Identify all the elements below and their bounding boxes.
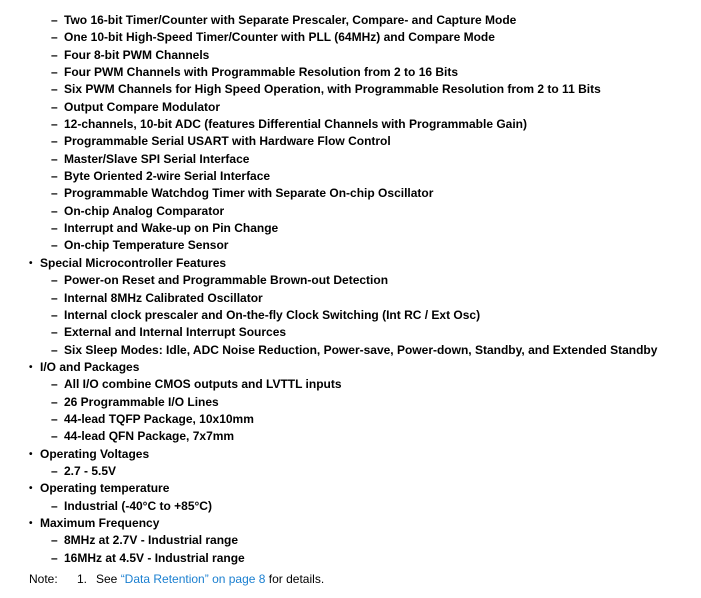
- dash-marker: –: [51, 30, 58, 45]
- dash-marker: –: [51, 429, 58, 444]
- feature-list-item: [0, 532, 701, 549]
- note-label: Note:: [29, 572, 58, 586]
- feature-list-item: [0, 394, 701, 411]
- note-body: [96, 569, 324, 589]
- feature-list-item: [0, 324, 701, 341]
- dash-marker: –: [51, 186, 58, 201]
- item-text: On-chip Analog Comparator: [64, 203, 225, 218]
- feature-list-item: [0, 307, 701, 324]
- feature-list-item: [0, 220, 701, 237]
- dash-marker: –: [51, 82, 58, 97]
- feature-list-item: [0, 342, 701, 359]
- dash-marker: –: [51, 290, 58, 305]
- section-heading-item: [0, 446, 701, 463]
- feature-list-item: [0, 290, 701, 307]
- feature-list-item: [0, 237, 701, 254]
- feature-list-item: [0, 64, 701, 81]
- dash-marker: –: [51, 273, 58, 288]
- dash-marker: –: [51, 151, 58, 166]
- dash-marker: –: [51, 65, 58, 80]
- item-text: Internal clock prescaler and On-the-fly Clock Switching (Int RC / Ext Osc): [64, 307, 481, 322]
- feature-list-item: [0, 151, 701, 168]
- item-text: Programmable Watchdog Timer with Separate On-chip Oscillator: [64, 186, 434, 201]
- bullet-marker: •: [29, 257, 33, 269]
- item-text: External and Internal Interrupt Sources: [64, 325, 287, 340]
- dash-marker: –: [51, 238, 58, 253]
- item-text: 44-lead TQFP Package, 10x10mm: [64, 411, 254, 426]
- dash-marker: –: [51, 47, 58, 62]
- bullet-marker: •: [29, 483, 33, 495]
- item-text: Programmable Serial USART with Hardware Flow Control: [64, 134, 391, 149]
- item-text: Operating temperature: [40, 481, 170, 496]
- item-text: Four 8-bit PWM Channels: [64, 47, 210, 62]
- feature-list-item: [0, 203, 701, 220]
- feature-list-item: [0, 550, 701, 567]
- feature-list-item: [0, 272, 701, 289]
- dash-marker: –: [51, 307, 58, 322]
- section-heading-item: [0, 480, 701, 497]
- dash-marker: –: [51, 550, 58, 565]
- item-text: Maximum Frequency: [40, 515, 160, 530]
- feature-list-item: [0, 463, 701, 480]
- feature-list-item: [0, 116, 701, 133]
- dash-marker: –: [51, 411, 58, 426]
- item-text: I/O and Packages: [40, 359, 140, 374]
- item-text: All I/O combine CMOS outputs and LVTTL inputs: [64, 377, 342, 392]
- item-text: 44-lead QFN Package, 7x7mm: [64, 429, 235, 444]
- item-text: Two 16-bit Timer/Counter with Separate Prescaler, Compare- and Capture Mode: [64, 13, 517, 27]
- section-heading-item: [0, 359, 701, 376]
- item-text: Internal 8MHz Calibrated Oscillator: [64, 290, 263, 305]
- dash-marker: –: [51, 325, 58, 340]
- feature-list-item: [0, 428, 701, 445]
- feature-list-item: [0, 376, 701, 393]
- item-text: Six Sleep Modes: Idle, ADC Noise Reduction, Power-save, Power-down, Standby, and Extended Standby: [64, 342, 658, 357]
- feature-list-document: [0, 12, 701, 589]
- dash-marker: –: [51, 13, 58, 27]
- item-text: Output Compare Modulator: [64, 99, 220, 114]
- dash-marker: –: [51, 342, 58, 357]
- feature-list-item: [0, 99, 701, 116]
- feature-list: [0, 12, 701, 567]
- item-text: 26 Programmable I/O Lines: [64, 394, 219, 409]
- feature-list-item: [0, 12, 701, 29]
- dash-marker: –: [51, 169, 58, 184]
- feature-list-item: [0, 411, 701, 428]
- item-text: Master/Slave SPI Serial Interface: [64, 151, 250, 166]
- dash-marker: –: [51, 463, 58, 478]
- item-text: 2.7 - 5.5V: [64, 463, 117, 478]
- dash-marker: –: [51, 533, 58, 548]
- item-text: 16MHz at 4.5V - Industrial range: [64, 550, 245, 565]
- item-text: 12-channels, 10-bit ADC (features Differential Channels with Programmable Gain): [64, 117, 527, 132]
- feature-list-item: [0, 29, 701, 46]
- note-suffix: for details.: [265, 572, 325, 586]
- section-heading-item: [0, 255, 701, 272]
- item-text: Byte Oriented 2-wire Serial Interface: [64, 169, 271, 184]
- item-text: Four PWM Channels with Programmable Resolution from 2 to 16 Bits: [64, 65, 459, 80]
- feature-list-item: [0, 185, 701, 202]
- item-text: Special Microcontroller Features: [40, 255, 227, 270]
- dash-marker: –: [51, 377, 58, 392]
- data-retention-link[interactable]: “Data Retention” on page 8: [120, 572, 266, 586]
- bullet-marker: •: [29, 517, 33, 529]
- bullet-marker: •: [29, 361, 33, 373]
- dash-marker: –: [51, 117, 58, 132]
- feature-list-item: [0, 498, 701, 515]
- dash-marker: –: [51, 203, 58, 218]
- dash-marker: –: [51, 99, 58, 114]
- dash-marker: –: [51, 498, 58, 513]
- note-number: 1.: [77, 572, 88, 586]
- dash-marker: –: [51, 134, 58, 149]
- item-text: Power-on Reset and Programmable Brown-out Detection: [64, 273, 389, 288]
- section-heading-item: [0, 515, 701, 532]
- bullet-marker: •: [29, 448, 33, 460]
- item-text: On-chip Temperature Sensor: [64, 238, 229, 253]
- item-text: Six PWM Channels for High Speed Operation, with Programmable Resolution from 2 to 11 Bits: [64, 82, 601, 97]
- note-prefix: See: [96, 572, 121, 586]
- footnote: [0, 569, 701, 589]
- feature-list-item: [0, 133, 701, 150]
- item-text: Operating Voltages: [40, 446, 150, 461]
- item-text: Industrial (-40°C to +85°C): [64, 498, 212, 513]
- feature-list-item: [0, 81, 701, 98]
- item-text: 8MHz at 2.7V - Industrial range: [64, 533, 239, 548]
- dash-marker: –: [51, 394, 58, 409]
- item-text: Interrupt and Wake-up on Pin Change: [64, 221, 279, 236]
- dash-marker: –: [51, 221, 58, 236]
- item-text: One 10-bit High-Speed Timer/Counter with PLL (64MHz) and Compare Mode: [64, 30, 495, 45]
- feature-list-item: [0, 47, 701, 64]
- feature-list-item: [0, 168, 701, 185]
